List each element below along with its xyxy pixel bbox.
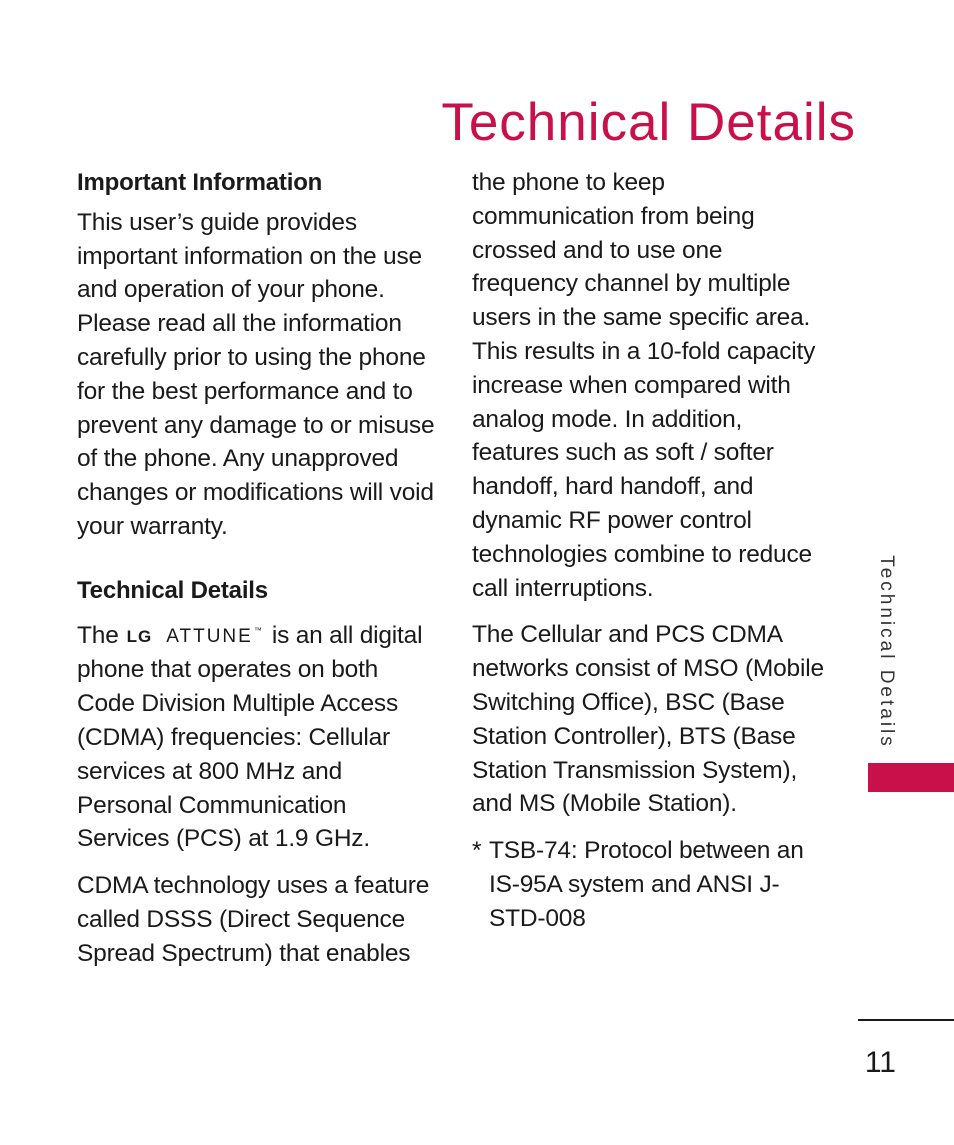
section-heading-important-information: Important Information — [77, 169, 323, 196]
footnote-text: TSB-74: Protocol between an IS-95A system and ANSI J-STD-008 — [489, 837, 804, 932]
trademark-symbol: ™ — [253, 625, 264, 635]
attune-logo-mark — [166, 614, 264, 654]
intro-prefix: The — [77, 621, 119, 649]
page-number: 11 — [864, 1046, 896, 1079]
footer-divider — [858, 1019, 954, 1021]
lg-logo-mark: LG — [126, 626, 153, 646]
intro-suffix: is an all digital phone that operates on both Code Division Multiple Access (CDMA) frequencies: Cellular services at 800 MHz and Personal Communication Services (PCS) at 1.9 GHz. — [77, 621, 423, 853]
cdma-paragraph-continued: the phone to keep communication from being crossed and to use one frequency channel by multiple users in the same specific area. This results in a 10-fold capacity increase when compared with analog mode. In addition, features such as soft / softer handoff, hard handoff, and dynamic RF power control technologies combine to reduce call interruptions. — [472, 169, 816, 602]
right-column — [472, 166, 827, 936]
attune-wordmark: ATTUNE — [166, 625, 253, 647]
footnote-marker: * — [472, 837, 482, 865]
footnote — [472, 834, 827, 935]
cdma-paragraph-start: CDMA technology uses a feature called DSSS (Direct Sequence Spread Spectrum) that enables — [77, 872, 430, 967]
side-tab-marker — [868, 763, 954, 792]
left-column — [77, 166, 437, 984]
section-heading-technical-details: Technical Details — [77, 576, 268, 604]
important-information-paragraph: This user’s guide provides important information on the use and operation of your phone. Please read all the information carefully prior to using the phone for the best performance and to prevent any damage to or misuse of the phone. Any unapproved changes or modifications will void your warranty. — [77, 208, 435, 540]
page-title: Technical Details — [441, 92, 856, 152]
phone-intro-paragraph — [77, 614, 437, 857]
networks-paragraph: The Cellular and PCS CDMA networks consist of MSO (Mobile Switching Office), BSC (Base Station Controller), BTS (Base Station Transmission System), and MS (Mobile Station). — [472, 621, 824, 818]
side-tab-label: Technical Details — [876, 555, 897, 749]
lg-attune-logo — [127, 614, 264, 654]
